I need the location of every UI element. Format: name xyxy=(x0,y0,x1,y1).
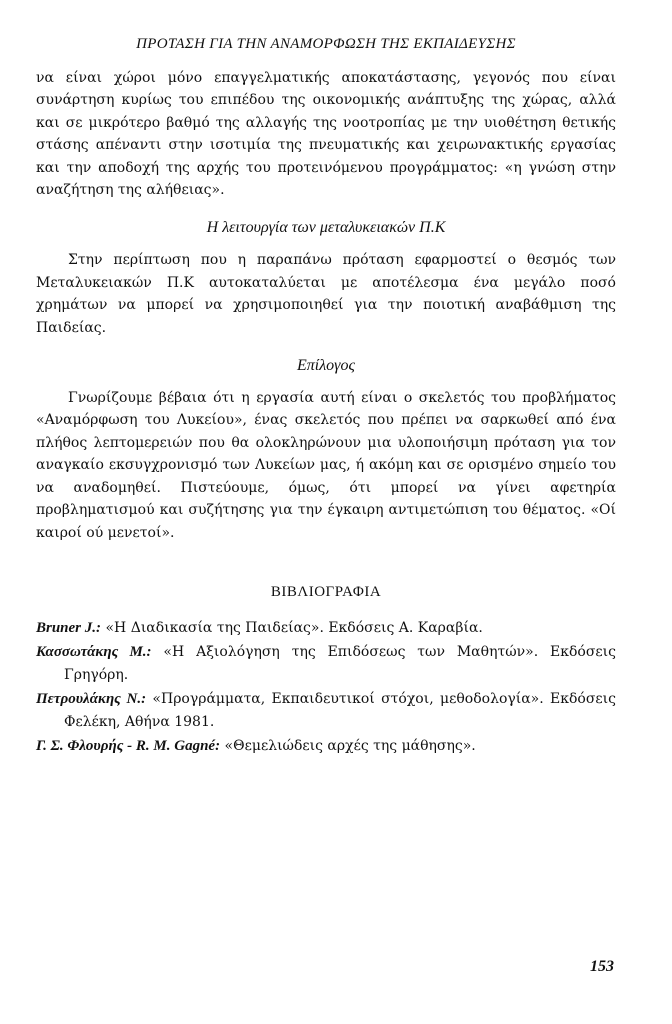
bibliography-author: Κασσωτάκης Μ.: xyxy=(36,644,152,661)
bibliography-author: Bruner J.: xyxy=(36,619,102,636)
bibliography-text: «Η Διαδικασία της Παιδείας». Εκδόσεις Α. Καραβία. xyxy=(101,619,483,636)
epilogue-paragraph: Γνωρίζουμε βέβαια ότι η εργασία αυτή είναι ο σκελετός του προβλήματος «Αναμόρφωση του Λυκείου», ένας σκελετός που πρέπει να σαρκωθεί από ένα πλήθος λεπτομερειών που θα ολοκληρώνουν μια υλοποιήσιμη πρόταση για τον αναγκαίο εκσυγχρονισμό των Λυκείων μας, ή ακόμη και σε ορισμένο σημείο του να αναδομηθεί. Πιστεύουμε, όμως, ότι μπορεί να γίνει αφετηρία προβληματισμού και συζήτησης για την έγκαιρη αντιμετώπιση του θέματος. «Οί καιροί ού μενετοί». xyxy=(36,390,616,541)
bibliography-entry xyxy=(36,688,616,733)
section-heading-epilogue: Επίλογος xyxy=(297,357,355,375)
bibliography-text: «Προγράμματα, Εκπαιδευτικοί στόχοι, μεθοδολογία». Εκδόσεις Φελέκη, Αθήνα 1981. xyxy=(64,691,616,730)
bibliography-heading: ΒΙΒΛΙΟΓΡΑΦΙΑ xyxy=(270,583,382,600)
bibliography-entry xyxy=(36,617,616,639)
running-header: ΠΡΟΤΑΣΗ ΓΙΑ ΤΗΝ ΑΝΑΜΟΡΦΩΣΗ ΤΗΣ ΕΚΠΑΙΔΕΥΣΗΣ xyxy=(136,36,516,52)
bibliography-author: Πετρουλάκης Ν.: xyxy=(36,691,147,708)
bibliography-author: Γ. Σ. Φλουρής - R. M. Gagné: xyxy=(36,737,221,754)
bibliography-list xyxy=(36,617,616,757)
section-heading-postsecondary: Η λειτουργία των μεταλυκειακών Π.Κ xyxy=(206,219,446,237)
bibliography-text: «Η Αξιολόγηση της Επιδόσεως των Μαθητών». Εκδόσεις Γρηγόρη. xyxy=(64,644,616,683)
bibliography-entry xyxy=(36,641,616,686)
intro-paragraph: να είναι χώροι μόνο επαγγελματικής αποκατάστασης, γεγονός που είναι συνάρτηση κυρίως του επιπέδου της οικονομικής ανάπτυξης της χώρας, αλλά και σε μικρότερο βαθμό της αλλαγής της νοοτροπίας με την υιοθέτηση θετικής στάσης απέναντι στην ισοτιμία της πνευματικής και χειρωνακτικής εργασίας και την αποδοχή της αρχής του προτεινόμενου προγράμματος: «η γνώση στην αναζήτηση της αλήθειας». xyxy=(36,70,616,199)
page-content xyxy=(36,36,616,759)
postsecondary-paragraph: Στην περίπτωση που η παραπάνω πρόταση εφαρμοστεί ο θεσμός των Μεταλυκειακών Π.Κ αυτοκαταλύεται με αποτέλεσμα ένα μεγάλο ποσό χρημάτων να μπορεί να χρησιμοποιηθεί για την ποιοτική αναβάθμιση της Παιδείας. xyxy=(36,252,616,336)
bibliography-entry xyxy=(36,735,616,757)
page-number: 153 xyxy=(590,958,614,975)
bibliography-text: «Θεμελιώδεις αρχές της μάθησης». xyxy=(220,737,476,754)
